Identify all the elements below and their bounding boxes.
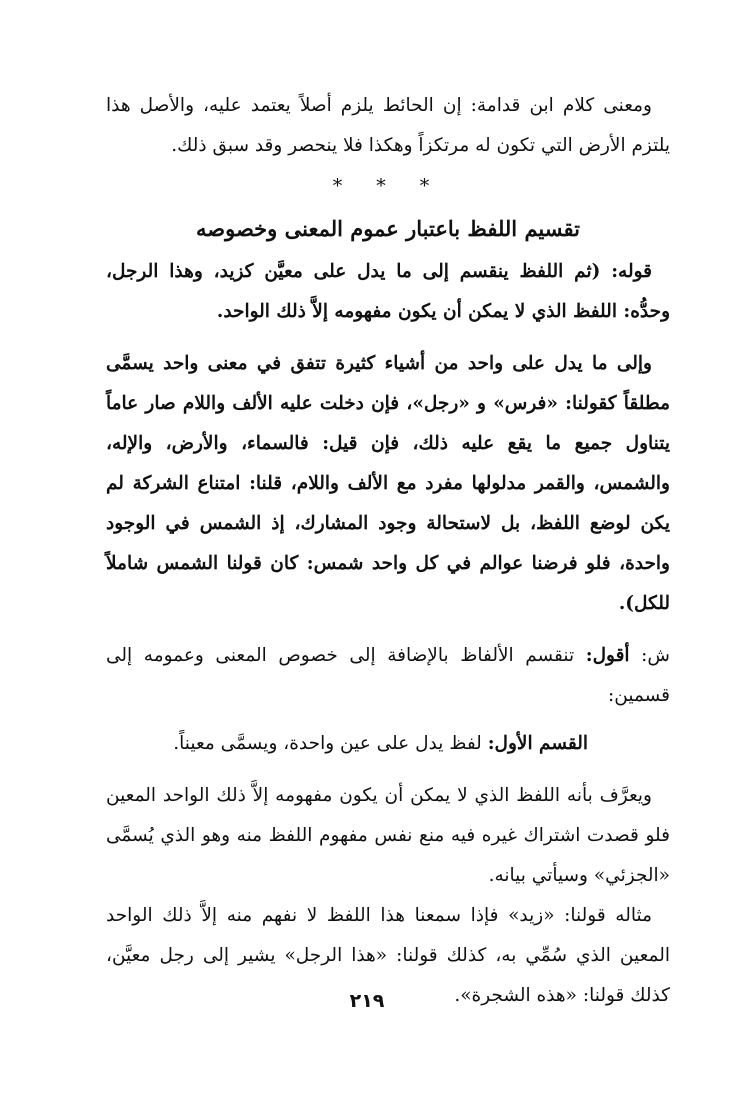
quoted-text-2: وإلى ما يدل على واحد من أشياء كثيرة تتفق في معنى واحد يسمَّى مطلقاً كقولنا: «فرس» و «رجل»، فإن دخلت عليه الألف واللام صار عاماً يتناول جميع ما يقع عليه ذلك، فإن قيل: فالسماء، والأرض، والإله، والشمس، والقمر مدلولها مفرد مع الألف واللام، قلنا: امتناع الشركة لم يكن لوضع اللفظ، بل لاستحالة وجود المشارك، إذ الشمس في الوجود واحدة، فلو فرضنا عوالم في كل واحد شمس: كان قولنا الشمس شاملاً للكل). [106,353,670,614]
quoted-text-1: قوله: (ثم اللفظ ينقسم إلى ما يدل على معيَّن كزيد، وهذا الرجل، وحدُّه: اللفظ الذي لا يمكن أن يكون مفهومه إلاَّ ذلك الواحد. [106,261,670,322]
first-section-paragraph [106,724,670,764]
aqul-label: أقول: [585,645,630,666]
example-paragraph: مثاله قولنا: «زيد» فإذا سمعنا هذا اللفظ لا نفهم منه إلاَّ ذلك الواحد المعين الذي سُمِّي به، كذلك قولنا: «هذا الرجل» يشير إلى رجل معيَّن، كذلك قولنا: «هذه الشجرة». [106,905,670,1006]
definition-paragraph: ويعرَّف بأنه اللفظ الذي لا يمكن أن يكون مفهومه إلاَّ ذلك الواحد المعين فلو قصدت اشتراك غيره فيه منع نفس مفهوم اللفظ منه وهو الذي يُسمَّى «الجزئي» وسيأتي بيانه. [106,785,670,886]
first-section-label: القسم الأول: [487,733,588,754]
commentary-text: تنقسم الألفاظ بالإضافة إلى خصوص المعنى وعمومه إلى قسمين: [106,645,670,706]
first-section-text: لفظ يدل على عين واحدة، ويسمَّى معيناً. [173,733,482,754]
section-separator: * * * [332,175,444,197]
intro-paragraph: ومعنى كلام ابن قدامة: إن الحائط يلزم أصلاً يعتمد عليه، والأصل هذا يلتزم الأرض التي تكون له مرتكزاً وهكذا فلا ينحصر وقد سبق ذلك. [106,95,670,156]
sharh-label: ش: [641,645,670,666]
page-number: ٢١٩ [349,990,385,1012]
section-heading: تقسيم اللفظ باعتبار عموم المعنى وخصوصه [196,216,580,241]
page-body [106,86,670,1016]
commentary-paragraph [106,636,670,716]
